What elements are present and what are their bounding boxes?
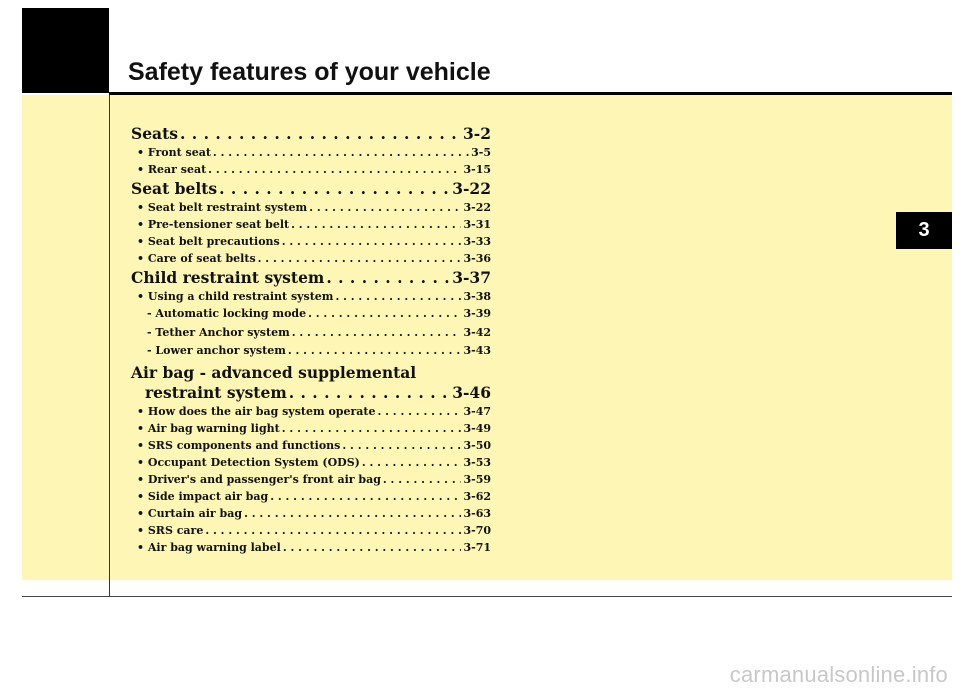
toc-item[interactable] (131, 420, 491, 437)
toc-item[interactable] (131, 403, 491, 420)
toc-page: 3-63 (463, 506, 491, 520)
toc-leader (291, 216, 461, 233)
toc-item[interactable] (131, 288, 491, 305)
toc-page: 3-22 (452, 179, 491, 198)
toc-item-label: • Rear seat (137, 163, 207, 176)
toc-page: 3-47 (463, 404, 491, 418)
toc-leader (244, 505, 461, 522)
header-rule (109, 92, 952, 95)
toc-page: 3-15 (463, 163, 491, 176)
toc-item-label: • SRS components and functions (137, 438, 341, 452)
toc-item-label: • Side impact air bag (137, 489, 269, 503)
toc-section-title: Seat belts (131, 179, 218, 198)
chapter-title: Safety features of your vehicle (128, 58, 491, 86)
toc-page: 3-22 (463, 201, 491, 214)
toc-page: 3-50 (463, 438, 491, 452)
toc-leader (383, 471, 462, 488)
toc-page: 3-33 (463, 235, 491, 248)
toc-subitem-label: - Tether Anchor system (147, 325, 290, 339)
toc-leader (180, 124, 461, 144)
toc-item[interactable] (131, 250, 491, 267)
toc-item-label: • Occupant Detection System (ODS) (137, 455, 360, 469)
toc-item-label: • Front seat (137, 146, 211, 159)
toc-section-air-bag[interactable] (131, 383, 491, 403)
toc-leader (270, 488, 461, 505)
toc-leader (208, 161, 461, 178)
toc-leader (219, 179, 450, 199)
toc-item[interactable] (131, 471, 491, 488)
toc-leader (258, 250, 462, 267)
toc-item[interactable] (131, 144, 491, 161)
toc-item-label: • Care of seat belts (137, 252, 256, 265)
toc-item-label: • Curtain air bag (137, 506, 243, 520)
toc-item-label: • Pre-tensioner seat belt (137, 218, 290, 231)
footer-rule (22, 596, 952, 597)
toc-leader (292, 324, 462, 343)
toc-item[interactable] (131, 437, 491, 454)
toc-page: 3-62 (463, 489, 491, 503)
toc-section-seats[interactable] (131, 124, 491, 144)
toc-leader (308, 305, 461, 324)
toc-subitem[interactable] (131, 324, 491, 343)
toc-leader (289, 383, 450, 403)
toc-item[interactable] (131, 488, 491, 505)
toc-item[interactable] (131, 454, 491, 471)
toc-subitem[interactable] (131, 305, 491, 324)
toc-page: 3-49 (463, 421, 491, 435)
toc-page: 3-59 (463, 472, 491, 486)
toc-leader (335, 288, 461, 305)
toc-item-label: • Using a child restraint system (137, 290, 334, 303)
toc-section-title: Seats (131, 124, 178, 143)
toc-page: 3-46 (452, 382, 491, 402)
toc-item-label: • Air bag warning light (137, 421, 280, 435)
chapter-tab[interactable]: 3 (896, 212, 952, 249)
toc-item-label: • Seat belt restraint system (137, 201, 308, 214)
toc-subitem[interactable] (131, 342, 491, 361)
toc-page: 3-71 (463, 540, 491, 554)
toc-leader (282, 233, 462, 250)
toc-subitem-label: - Automatic locking mode (147, 307, 307, 320)
toc-leader (326, 268, 450, 288)
toc-item-label: • Air bag warning label (137, 540, 281, 554)
toc-leader (213, 144, 469, 161)
toc-leader (205, 522, 461, 539)
toc-leader (342, 437, 461, 454)
toc-item-label: • How does the air bag system operate (137, 404, 376, 418)
toc-subitem-label: - Lower anchor system (147, 344, 286, 357)
toc-section-title: Child restraint system (131, 268, 325, 287)
toc-page: 3-53 (463, 455, 491, 469)
toc-leader (283, 539, 462, 556)
toc-section-air-bag-line1[interactable]: Air bag - advanced supplemental (131, 362, 417, 382)
toc-page: 3-5 (471, 146, 491, 159)
toc-leader (309, 199, 461, 216)
toc-leader (362, 454, 462, 471)
toc-page: 3-2 (462, 124, 491, 143)
toc-item[interactable] (131, 505, 491, 522)
toc-page: 3-39 (463, 307, 491, 320)
toc-leader (377, 403, 461, 420)
toc-section-seat-belts[interactable] (131, 179, 491, 199)
toc-section-child-restraint[interactable] (131, 268, 491, 288)
toc-page: 3-36 (463, 252, 491, 265)
toc-item[interactable] (131, 233, 491, 250)
toc-page: 3-70 (463, 523, 491, 537)
margin-rule (109, 95, 110, 597)
toc-section-title: restraint system (145, 382, 287, 402)
toc-item-label: • SRS care (137, 523, 204, 537)
toc-page: 3-31 (463, 218, 491, 231)
toc-item[interactable] (131, 522, 491, 539)
toc-page: 3-38 (463, 290, 491, 303)
toc-item[interactable] (131, 539, 491, 556)
corner-block (22, 8, 109, 93)
toc-item[interactable] (131, 216, 491, 233)
toc-item-label: • Seat belt precautions (137, 235, 280, 248)
toc-leader (282, 420, 462, 437)
watermark: carmanualsonline.info (729, 662, 948, 687)
toc-page: 3-42 (463, 325, 491, 339)
toc-item[interactable] (131, 199, 491, 216)
toc-page: 3-43 (463, 344, 491, 357)
table-of-contents (131, 123, 491, 556)
toc-item[interactable] (131, 161, 491, 178)
toc-page: 3-37 (452, 268, 491, 287)
toc-item-label: • Driver's and passenger's front air bag (137, 472, 381, 486)
toc-leader (288, 342, 462, 361)
